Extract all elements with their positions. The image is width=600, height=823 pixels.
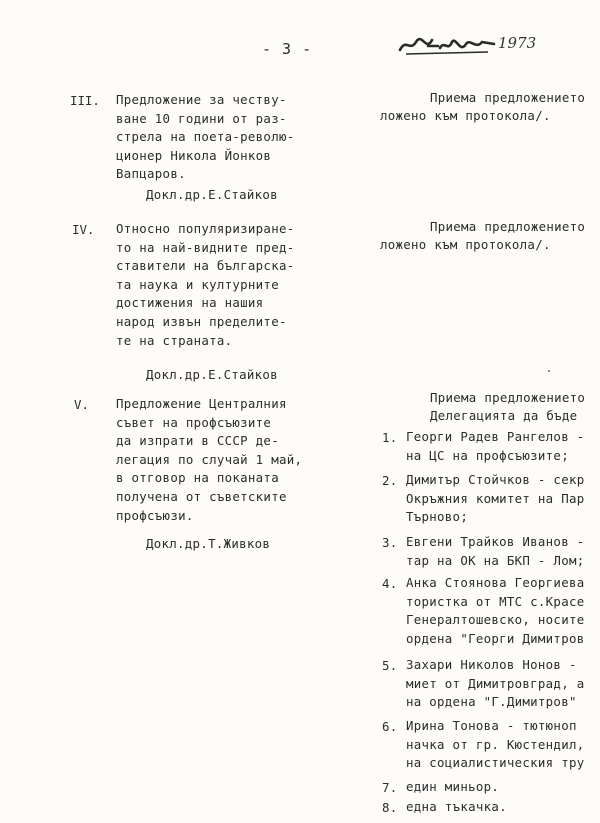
line: съвет на профсъюзите <box>116 414 272 430</box>
item-4-reporter: Докл.др.Е.Стайков <box>146 367 278 382</box>
line: стрела на поета-револю- <box>116 129 295 145</box>
item-number-4: IV. <box>72 222 95 237</box>
decision-3-line-1: Приема предложението <box>430 90 586 105</box>
decision-4-line-2: ложено към протокола/. <box>380 237 551 252</box>
handwritten-year: 1973 <box>498 34 537 52</box>
line: ционер Никола Йонков <box>116 147 272 163</box>
line: народ извън пределите- <box>116 313 287 329</box>
delegate-8-text: една тъкачка. <box>406 799 507 814</box>
line: Евгени Трайков Иванов - <box>406 534 585 549</box>
line: ване 10 години от раз- <box>116 110 287 126</box>
line: на социалистическия тру <box>406 755 585 771</box>
delegate-number-8: 8. <box>382 800 398 815</box>
line: в отговор на поканата <box>116 470 279 486</box>
decision-3-line-2: ложено към протокола/. <box>380 108 551 123</box>
line: Димитър Стойчков - секр <box>406 472 585 487</box>
decision-4-line-1: Приема предложението <box>430 219 586 234</box>
line: та наука и културните <box>116 276 279 292</box>
line: Предложение за честву- <box>116 92 287 107</box>
line: Окръжния комитет на Пар <box>406 490 585 506</box>
line: на ордена "Г.Димитров" <box>406 694 577 710</box>
delegate-number-4: 4. <box>382 576 398 591</box>
line: тар на ОК на БКП - Лом; <box>406 552 585 568</box>
line: ставители на българска- <box>116 258 295 274</box>
delegate-6-text <box>406 717 584 773</box>
page-number: - 3 - <box>262 40 313 58</box>
item-5-reporter: Докл.др.Т.Живков <box>146 536 271 551</box>
line: Относно популяризиране- <box>116 221 295 236</box>
decision-5-line-1: Приема предложението <box>430 390 586 405</box>
delegate-number-7: 7. <box>382 780 398 795</box>
delegate-1-text <box>406 428 584 465</box>
line: те на страната. <box>116 332 233 348</box>
item-number-5: V. <box>74 397 89 412</box>
line: то на най-видните пред- <box>116 239 295 255</box>
line: миет от Димитровград, а <box>406 675 585 691</box>
delegate-5-text <box>406 656 584 712</box>
line: Генералтошевско, носите <box>406 612 585 628</box>
line: получена от съветските <box>116 488 287 504</box>
delegate-number-3: 3. <box>382 535 398 550</box>
delegate-number-2: 2. <box>382 473 398 488</box>
handwritten-reference <box>398 32 578 60</box>
delegate-number-6: 6. <box>382 719 398 734</box>
stray-mark <box>548 370 550 372</box>
line: Предложение Централния <box>116 396 287 411</box>
delegate-number-1: 1. <box>382 430 398 445</box>
line: Вапцаров. <box>116 166 186 182</box>
item-4-text <box>116 220 294 350</box>
decision-5-line-2: Делегацията да бъде <box>430 408 578 423</box>
delegate-3-text <box>406 533 584 570</box>
line: Търново; <box>406 509 469 525</box>
line: Ирина Тонова - тютюноп <box>406 718 577 733</box>
delegate-2-text <box>406 471 584 527</box>
line: да изпрати в СССР де- <box>116 433 279 449</box>
item-3-text <box>116 91 294 184</box>
line: Анка Стоянова Георгиева <box>406 575 585 590</box>
line: Захари Николов Нонов - <box>406 657 577 672</box>
item-5-text <box>116 395 302 525</box>
line: тористка от МТС с.Красе <box>406 593 585 609</box>
delegate-4-text <box>406 574 584 648</box>
delegate-7-text: един миньор. <box>406 779 500 794</box>
item-number-3: III. <box>70 93 100 108</box>
line: ордена "Георги Димитров <box>406 630 585 646</box>
line: легация по случай 1 май, <box>116 451 303 467</box>
line: Георги Радев Рангелов - <box>406 429 585 444</box>
line: на ЦС на профсъюзите; <box>406 447 569 463</box>
line: профсъюзи. <box>116 507 194 523</box>
line: начка от гр. Кюстендил, <box>406 736 585 752</box>
item-3-reporter: Докл.др.Е.Стайков <box>146 187 278 202</box>
delegate-number-5: 5. <box>382 658 398 673</box>
handwritten-scrawl-icon <box>398 32 498 58</box>
line: достижения на нашия <box>116 295 264 311</box>
